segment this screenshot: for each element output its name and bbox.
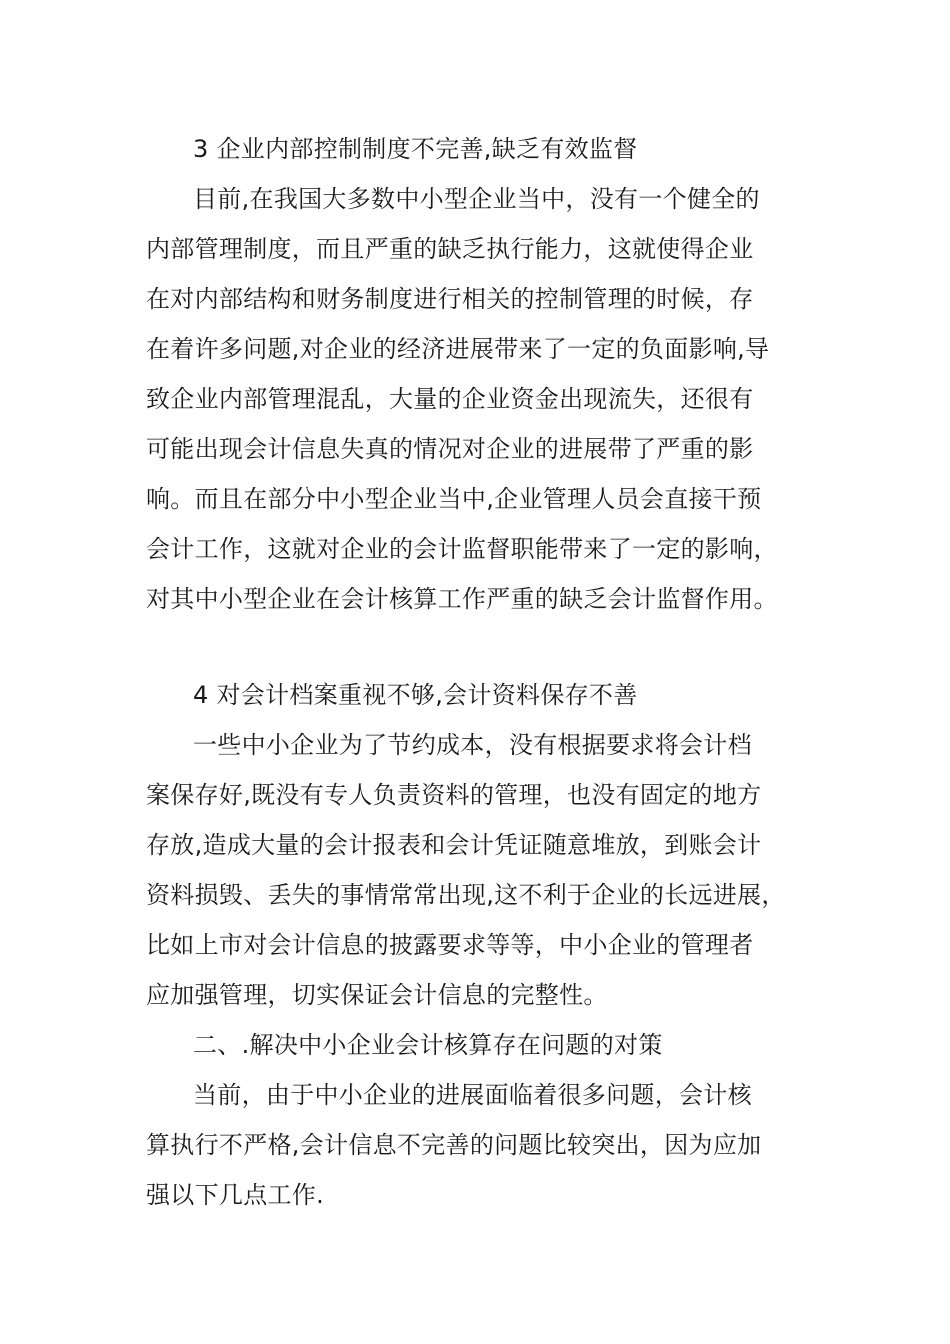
paragraph-line: 算执行不严格,会计信息不完善的问题比较突出，因为应加 [146,1131,762,1159]
paragraph-line: 响。而且在部分中小型企业当中,企业管理人员会直接干预 [146,485,762,513]
paragraph-line: 当前，由于中小企业的进展面临着很多问题，会计核 [193,1081,752,1109]
section-heading-solutions: 二、.解决中小企业会计核算存在问题的对策 [193,1031,663,1059]
paragraph-line: 比如上市对会计信息的披露要求等等，中小企业的管理者 [146,931,754,959]
paragraph-line: 内部管理制度，而且严重的缺乏执行能力，这就使得企业 [146,235,754,263]
paragraph-line: 应加强管理，切实保证会计信息的完整性。 [146,981,608,1009]
paragraph-line: 强以下几点工作. [146,1181,325,1209]
paragraph-line: 在对内部结构和财务制度进行相关的控制管理的时候，存 [146,285,754,313]
paragraph-line: 会计工作，这就对企业的会计监督职能带来了一定的影响， [146,535,778,563]
paragraph-line: 对其中小型企业在会计核算工作严重的缺乏会计监督作用。 [146,585,778,613]
paragraph-line: 资料损毁、丢失的事情常常出现,这不利于企业的长远进展， [146,881,786,909]
paragraph-line: 在着许多问题,对企业的经济进展带来了一定的负面影响,导 [146,335,770,363]
paragraph-line: 案保存好,既没有专人负责资料的管理，也没有固定的地方 [146,781,762,809]
paragraph-line: 目前,在我国大多数中小型企业当中，没有一个健全的 [193,185,760,213]
paragraph-line: 一些中小企业为了节约成本，没有根据要求将会计档 [193,731,752,759]
paragraph-line: 存放,造成大量的会计报表和会计凭证随意堆放，到账会计 [146,831,762,859]
section-heading-4: 4 对会计档案重视不够,会计资料保存不善 [193,681,638,709]
section-heading-3: 3 企业内部控制制度不完善,缺乏有效监督 [193,135,638,163]
paragraph-line: 致企业内部管理混乱，大量的企业资金出现流失，还很有 [146,385,754,413]
paragraph-line: 可能出现会计信息失真的情况对企业的进展带了严重的影 [146,435,754,463]
